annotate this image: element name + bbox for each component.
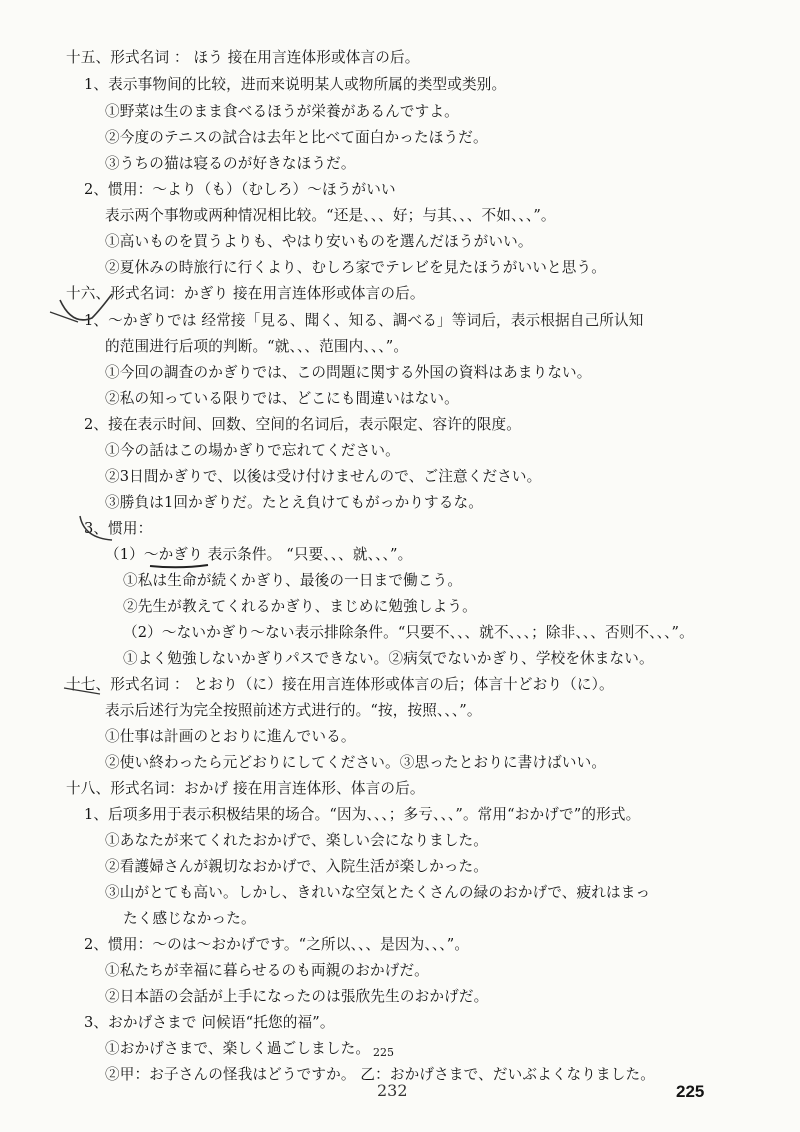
example-16-2-2: ②3日間かぎりで、以後は受け付けませんので、ご注意ください。 — [105, 468, 542, 485]
item-15-1: 1、表示事物间的比较，进而来说明某人或物所属的类型或类别。 — [84, 76, 507, 93]
example-18-1-3-cont: たく感じなかった。 — [123, 910, 256, 927]
example-16-2-1: ①今の話はこの場かぎりで忘れてください。 — [105, 442, 400, 459]
example-15-1-1: ①野菜は生のまま食べるほうが栄養があるんですよ。 — [105, 103, 459, 120]
example-16-3-2: ①よく勉強しないかぎりパスできない。②病気でないかぎり、学校を休まない。 — [123, 650, 654, 667]
heading-15: 十五、形式名词 ： ほう 接在用言连体形或体言の后。 — [66, 49, 420, 66]
item-16-3: 3、惯用： — [84, 520, 153, 537]
explanation-16-1: 的范围进行后项的判断。“就、、、范围内、、、”。 — [105, 338, 409, 355]
example-18-3-1: ①おかげさまで、楽しく過ごしました。 — [105, 1040, 371, 1057]
example-18-1-1: ①あなたが来てくれたおかげで、楽しい会になりました。 — [105, 832, 489, 849]
subitem-16-3-2: （2）～ないかぎり～ない表示排除条件。“只要不、、、就不、、、；除非、、、否则不、、、”。 — [123, 624, 694, 641]
page-number-bold: 225 — [676, 1082, 705, 1101]
example-18-2-1: ①私たちが幸福に暮らせるのも両親のおかげだ。 — [105, 962, 429, 979]
item-18-3: 3、おかげさまで 问候语“托您的福”。 — [84, 1014, 335, 1031]
example-17-2: ②使い終わったら元どおりにしてください。③思ったとおりに書けばいい。 — [105, 754, 607, 771]
slash-mark-16 — [50, 312, 78, 322]
example-17-1: ①仕事は計画のとおりに進んでいる。 — [105, 728, 356, 745]
explanation-15-2: 表示两个事物或两种情况相比较。“还是、、、好；与其、、、不如、、、”。 — [105, 207, 556, 224]
item-18-2: 2、惯用：～のは～おかげです。“之所以、、、是因为、、、”。 — [84, 936, 470, 953]
underline-kagiri — [150, 565, 208, 567]
example-15-1-2: ②今度のテニスの試合は去年と比べて面白かったほうだ。 — [105, 129, 488, 146]
item-16-1: 1、～かぎりでは 经常接「見る、聞く、知る、調べる」等词后，表示根据自己所认知 — [84, 312, 644, 329]
example-15-2-1: ①高いものを買うよりも、やはり安いものを選んだほうがいい。 — [105, 233, 533, 250]
example-18-1-3: ③山がとても高い。しかし、きれいな空気とたくさんの緑のおかげで、疲れはまっ — [105, 884, 651, 901]
item-18-1: 1、后项多用于表示积极结果的场合。“因为、、、；多亏、、、”。常用“おかげで”的形式。 — [84, 806, 641, 823]
example-16-3-1-2: ②先生が教えてくれるかぎり、まじめに勉強しよう。 — [123, 598, 477, 615]
explanation-17: 表示后述行为完全按照前述方式进行的。“按，按照、、、”。 — [105, 702, 482, 719]
example-16-1-2: ②私の知っている限りでは、どこにも間違いはない。 — [105, 390, 459, 407]
example-18-2-2: ②日本語の会話が上手になったのは張欣先生のおかげだ。 — [105, 988, 489, 1005]
example-18-3-2: ②甲：お子さんの怪我はどうですか。 乙：おかげさまで、だいぶよくなりました。 — [105, 1066, 656, 1083]
example-15-2-2: ②夏休みの時旅行に行くより、むしろ家でテレビを見たほうがいいと思う。 — [105, 259, 606, 276]
example-15-1-3: ③うちの猫は寝るのが好きなほうだ。 — [105, 155, 356, 172]
heading-18: 十八、形式名词：おかげ 接在用言连体形、体言の后。 — [66, 780, 425, 797]
heading-17: 十七、形式名词 ： とおり（に）接在用言连体形或体言の后；体言十どおり（に）。 — [66, 676, 614, 693]
item-15-2: 2、惯用：～より（も）（むしろ）～ほうがいい — [84, 181, 396, 198]
example-16-1-1: ①今回の調査のかぎりでは、この問題に関する外国の資料はあまりない。 — [105, 364, 592, 381]
page-number-small: 225 — [373, 1046, 394, 1059]
heading-16: 十六、形式名词：かぎり 接在用言连体形或体言の后。 — [66, 285, 425, 302]
example-16-3-1-1: ①私は生命が続くかぎり、最後の一日まで働こう。 — [123, 572, 463, 589]
page-number-middle: 232 — [377, 1081, 408, 1100]
item-16-2: 2、接在表示时间、回数、空间的名词后，表示限定、容许的限度。 — [84, 416, 522, 433]
example-16-2-3: ③勝負は1回かぎりだ。たとえ負けてもがっかりするな。 — [105, 494, 484, 511]
example-18-1-2: ②看護婦さんが親切なおかげで、入院生活が楽しかった。 — [105, 858, 489, 875]
subitem-16-3-1: （1）～かぎり 表示条件。 “只要、、、就、、、”。 — [105, 546, 413, 563]
